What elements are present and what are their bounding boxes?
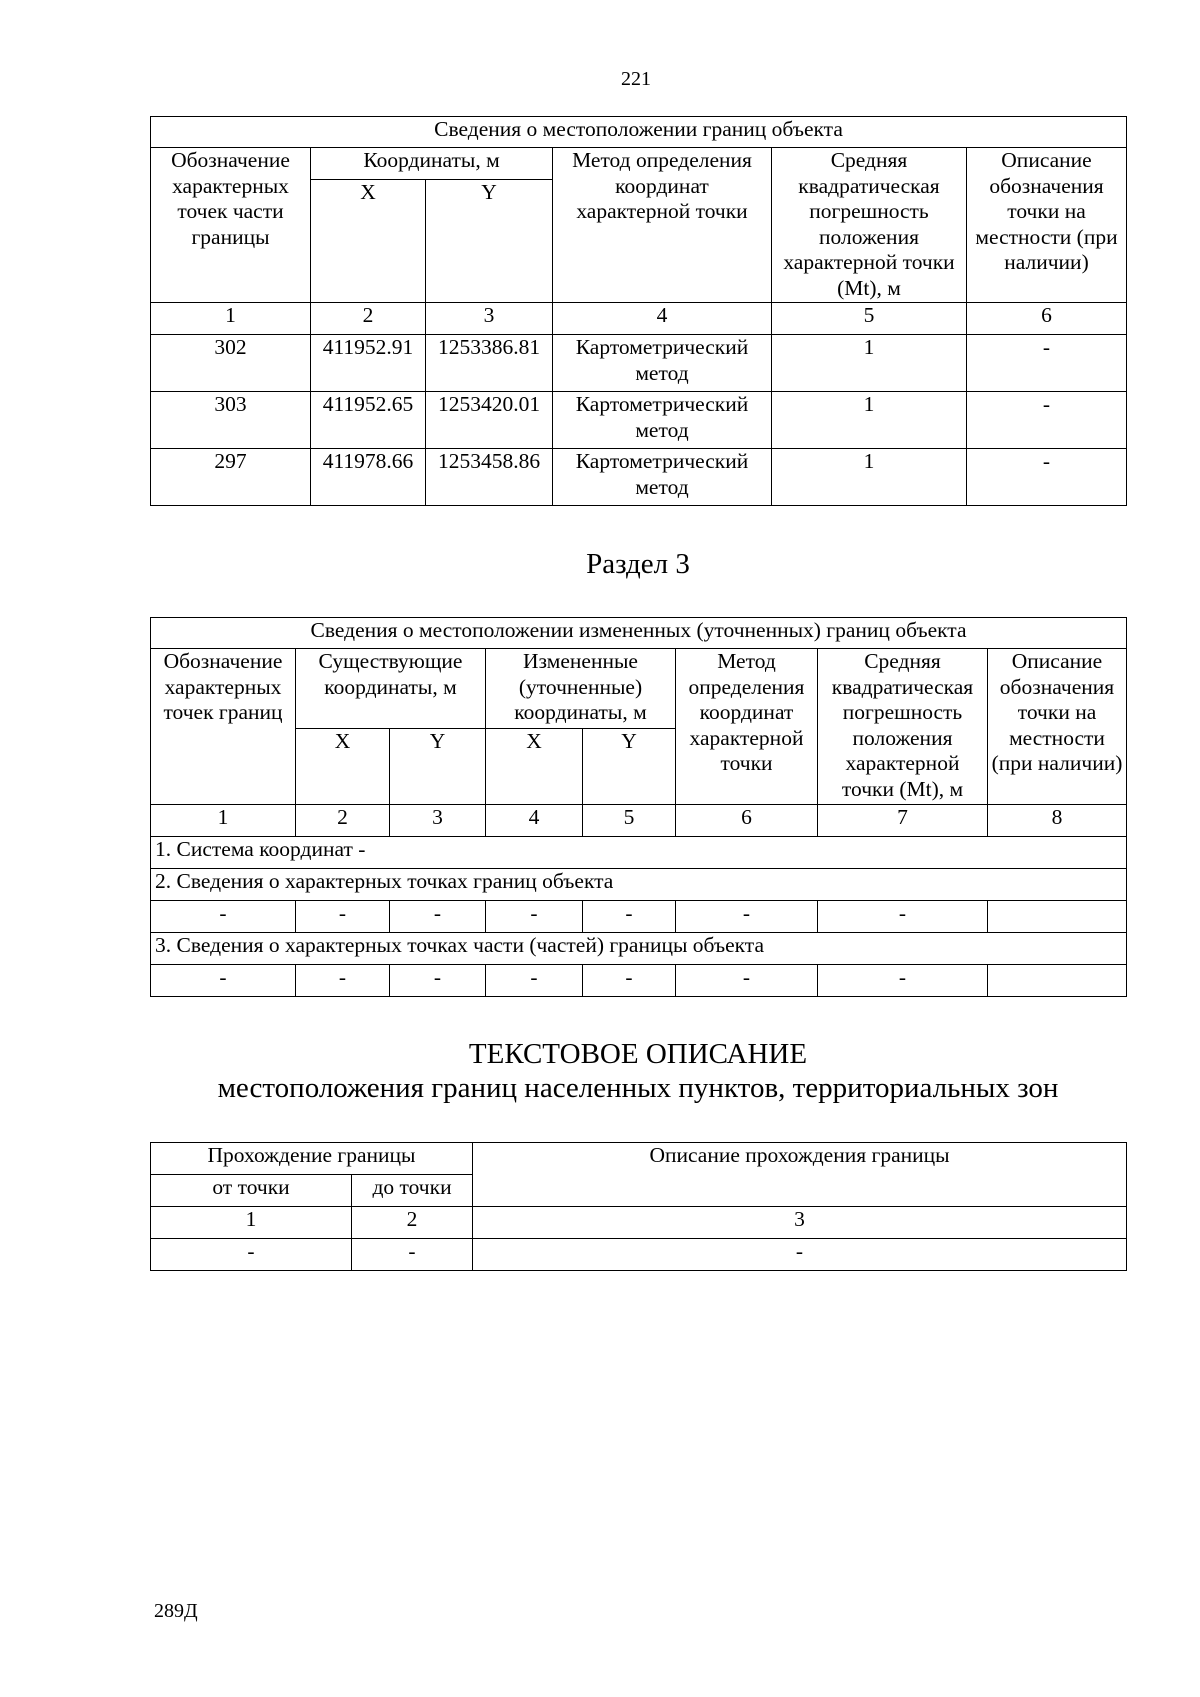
cell: - xyxy=(296,901,390,933)
col-number: 6 xyxy=(676,805,818,837)
header-error: Средняя квадратическая погрешность положения характерной точки (Mt), м xyxy=(818,649,988,805)
cell-from: - xyxy=(151,1239,352,1271)
table-row xyxy=(151,449,1127,506)
table-row xyxy=(151,1239,1127,1271)
cell-point: 303 xyxy=(151,392,311,449)
text-description-heading xyxy=(0,1037,1200,1105)
header-error: Средняя квадратическая погрешность положения характерной точки (Mt), м xyxy=(772,148,967,303)
cell: - xyxy=(486,965,583,997)
cell-error: 1 xyxy=(772,392,967,449)
cell-error: 1 xyxy=(772,335,967,392)
boundary-passage-table xyxy=(150,1142,1127,1271)
cell: - xyxy=(390,901,486,933)
cell-y: 1253420.01 xyxy=(426,392,553,449)
header-x: X xyxy=(296,729,390,805)
header-description: Описание обозначения точки на местности (при наличии) xyxy=(988,649,1127,805)
col-number: 2 xyxy=(311,303,426,335)
cell: - xyxy=(390,965,486,997)
cell: - xyxy=(818,901,988,933)
header-passage: Прохождение границы xyxy=(151,1143,473,1175)
cell: - xyxy=(486,901,583,933)
table-row xyxy=(151,392,1127,449)
cell-description: - xyxy=(967,449,1127,506)
cell: - xyxy=(151,901,296,933)
table-row xyxy=(151,901,1127,933)
header-from-point: от точки xyxy=(151,1175,352,1207)
page-number: 221 xyxy=(621,68,651,90)
cell-description: - xyxy=(967,392,1127,449)
header-method: Метод определения координат характерной точки xyxy=(676,649,818,805)
header-description: Описание обозначения точки на местности (при наличии) xyxy=(967,148,1127,303)
col-number: 2 xyxy=(352,1207,473,1239)
header-method: Метод определения координат характерной точки xyxy=(553,148,772,303)
cell-to: - xyxy=(352,1239,473,1271)
table1-title: Сведения о местоположении границ объекта xyxy=(151,117,1127,148)
col-number: 1 xyxy=(151,805,296,837)
boundary-points-table xyxy=(150,116,1127,506)
table-row xyxy=(151,335,1127,392)
cell: - xyxy=(676,901,818,933)
header-to-point: до точки xyxy=(352,1175,473,1207)
cell-method: Картометрический метод xyxy=(553,392,772,449)
col-number: 2 xyxy=(296,805,390,837)
cell: - xyxy=(583,965,676,997)
header-y: Y xyxy=(426,180,553,303)
header-changed-coords: Измененные (уточненные) координаты, м xyxy=(486,649,676,729)
boundary-points-heading: 2. Сведения о характерных точках границ объекта xyxy=(151,869,1127,901)
col-number: 3 xyxy=(390,805,486,837)
footer-code: 289Д xyxy=(154,1600,198,1622)
col-number: 1 xyxy=(151,1207,352,1239)
cell: - xyxy=(676,965,818,997)
col-number: 6 xyxy=(967,303,1127,335)
col-number: 5 xyxy=(772,303,967,335)
changed-boundaries-table xyxy=(150,617,1127,997)
col-number: 5 xyxy=(583,805,676,837)
cell: - xyxy=(818,965,988,997)
header-point: Обозначение характерных точек границ xyxy=(151,649,296,805)
cell-method: Картометрический метод xyxy=(553,335,772,392)
heading-subtitle: местоположения границ населенных пунктов, территориальных зон xyxy=(217,1072,1059,1104)
header-existing-coords: Существующие координаты, м xyxy=(296,649,486,729)
table-row xyxy=(151,965,1127,997)
header-x: X xyxy=(311,180,426,303)
cell: - xyxy=(583,901,676,933)
col-number: 4 xyxy=(486,805,583,837)
cell-x: 411952.91 xyxy=(311,335,426,392)
header-passage-description: Описание прохождения границы xyxy=(473,1143,1127,1207)
cell-description: - xyxy=(967,335,1127,392)
heading-title: ТЕКСТОВОЕ ОПИСАНИЕ xyxy=(468,1038,808,1070)
cell-description: - xyxy=(473,1239,1127,1271)
boundary-parts-heading: 3. Сведения о характерных точках части (частей) границы объекта xyxy=(151,933,1127,965)
col-number: 3 xyxy=(473,1207,1127,1239)
col-number: 1 xyxy=(151,303,311,335)
cell-y: 1253386.81 xyxy=(426,335,553,392)
header-y: Y xyxy=(583,729,676,805)
cell-point: 302 xyxy=(151,335,311,392)
cell-x: 411952.65 xyxy=(311,392,426,449)
cell: - xyxy=(151,965,296,997)
cell-error: 1 xyxy=(772,449,967,506)
cell-point: 297 xyxy=(151,449,311,506)
header-coords: Координаты, м xyxy=(311,148,553,180)
cell: - xyxy=(296,965,390,997)
coordinate-system-row: 1. Система координат - xyxy=(151,837,1127,869)
section-title: Раздел 3 xyxy=(586,548,690,580)
cell-y: 1253458.86 xyxy=(426,449,553,506)
col-number: 7 xyxy=(818,805,988,837)
cell xyxy=(988,901,1127,933)
header-x: X xyxy=(486,729,583,805)
col-number: 8 xyxy=(988,805,1127,837)
header-y: Y xyxy=(390,729,486,805)
cell-method: Картометрический метод xyxy=(553,449,772,506)
header-point: Обозначение характерных точек части границы xyxy=(151,148,311,303)
col-number: 4 xyxy=(553,303,772,335)
cell-x: 411978.66 xyxy=(311,449,426,506)
col-number: 3 xyxy=(426,303,553,335)
table2-title: Сведения о местоположении измененных (уточненных) границ объекта xyxy=(151,618,1127,649)
cell xyxy=(988,965,1127,997)
